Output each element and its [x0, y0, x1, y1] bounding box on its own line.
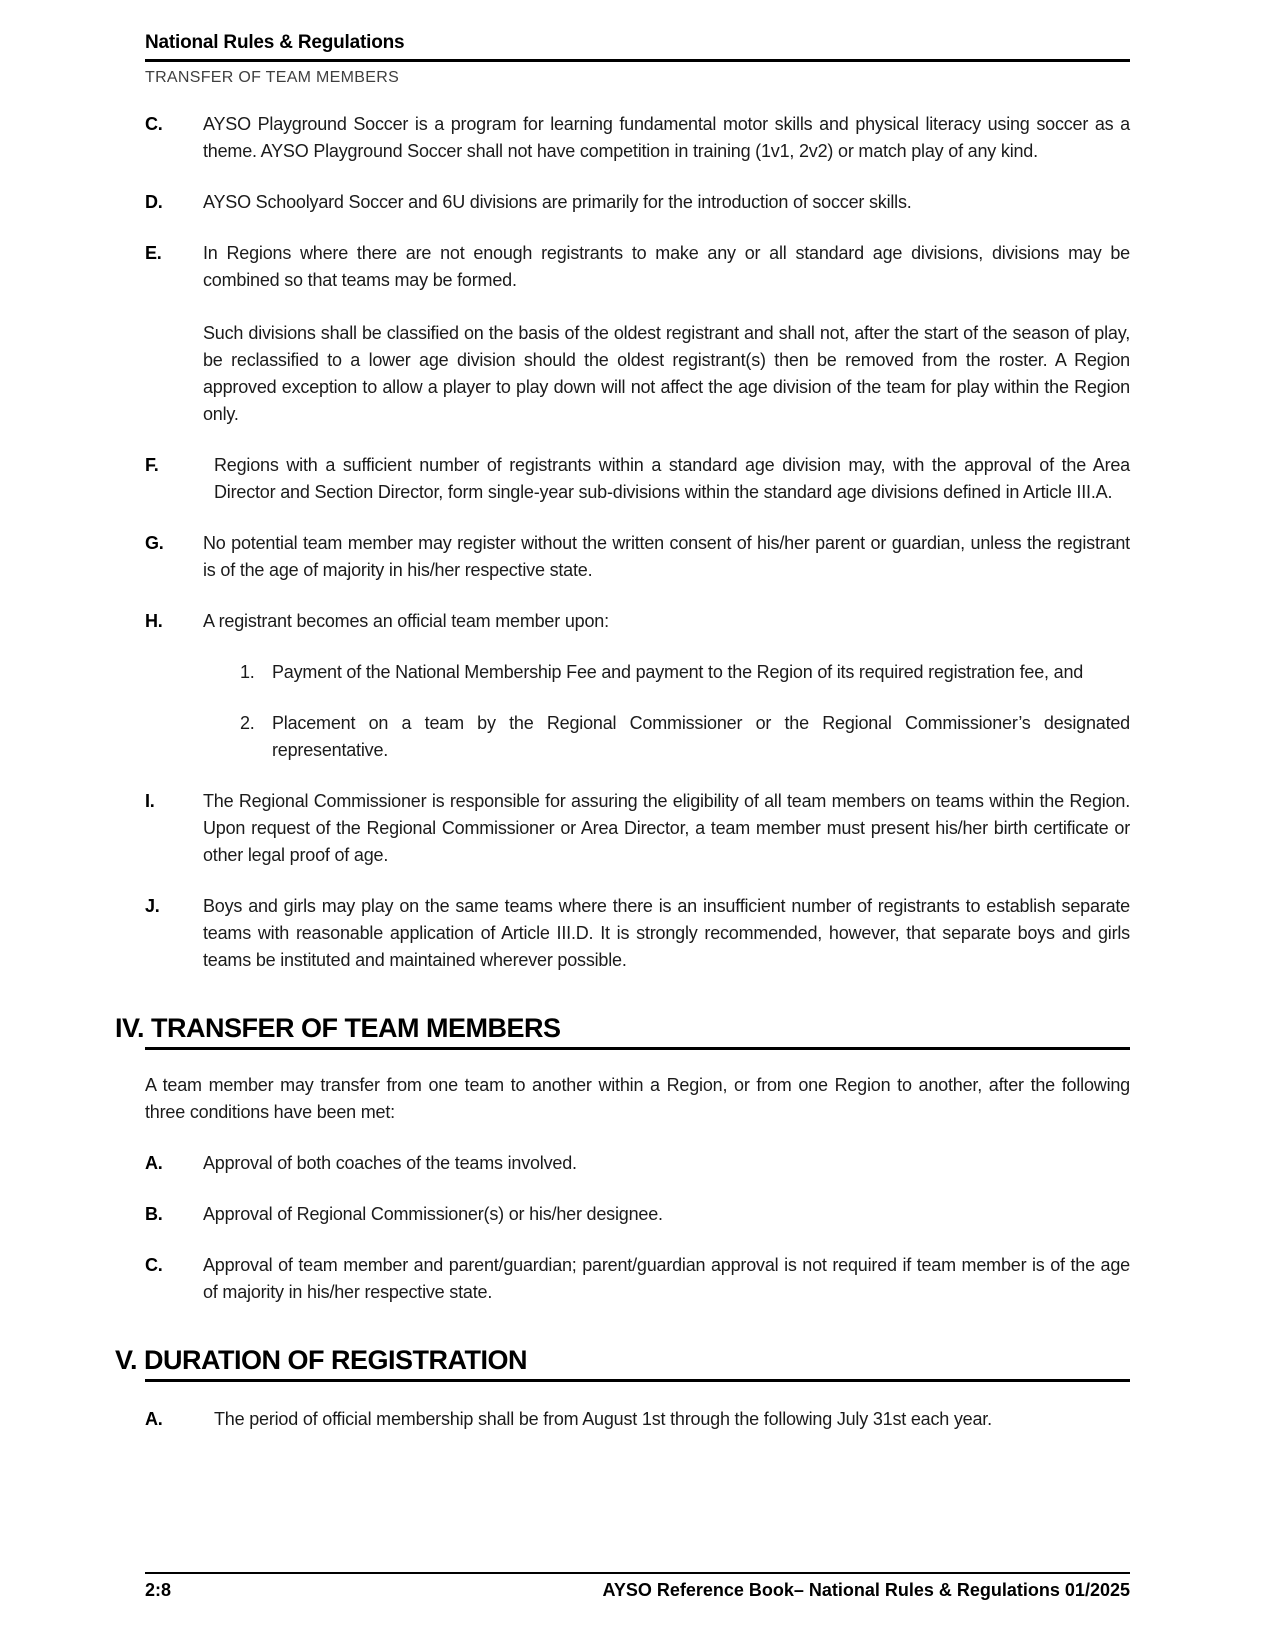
- list-item-g: [145, 530, 1130, 584]
- item-label: G.: [145, 533, 164, 553]
- item-label: B.: [145, 1204, 163, 1224]
- item-label: A.: [145, 1153, 163, 1173]
- subitem-label: 2.: [240, 713, 255, 733]
- item-label: H.: [145, 611, 163, 631]
- item-label: E.: [145, 243, 162, 263]
- footer-rule: [145, 1572, 1130, 1574]
- section-v-rule: [145, 1379, 1130, 1382]
- list-item-c: [145, 111, 1130, 165]
- list-item-i: [145, 788, 1130, 869]
- item-label: A.: [145, 1409, 163, 1429]
- item-text: AYSO Schoolyard Soccer and 6U divisions are primarily for the introduction of soccer skills.: [203, 192, 912, 212]
- item-text: AYSO Playground Soccer is a program for learning fundamental motor skills and physical literacy using soccer as a theme. AYSO Playground Soccer shall not have competition in training (1v1, 2v2) or match play of any kind.: [203, 114, 1130, 161]
- section-v-heading: V. DURATION OF REGISTRATION: [115, 1345, 528, 1375]
- document-body: [115, 111, 1130, 1433]
- item-text: Approval of both coaches of the teams involved.: [203, 1153, 577, 1173]
- subitem-label: 1.: [240, 662, 255, 682]
- header-title: National Rules & Regulations: [145, 32, 405, 53]
- list-subitem-h1: [240, 659, 1130, 686]
- item-text: A registrant becomes an official team member upon:: [203, 611, 609, 631]
- item-text: Approval of team member and parent/guardian; parent/guardian approval is not required if team member is of the age of majority in his/her respective state.: [203, 1255, 1130, 1302]
- list-item-h: [145, 608, 1130, 635]
- item-text: Such divisions shall be classified on the basis of the oldest registrant and shall not, after the start of the season of play, be reclassified to a lower age division should the oldest registrant(s) then be removed from the roster. A Region approved exception to allow a player to play down will not affect the age division of the team for play within the Region only.: [203, 323, 1130, 424]
- header-rule: [145, 59, 1130, 62]
- section-iv-heading: IV. TRANSFER OF TEAM MEMBERS: [115, 1013, 561, 1043]
- item-text: Boys and girls may play on the same teams where there is an insufficient number of registrants to establish separate teams with reasonable application of Article III.D. It is strongly recommended, however, that separate boys and girls teams be instituted and maintained wherever possible.: [203, 896, 1130, 970]
- section-iv-rule: [145, 1047, 1130, 1050]
- list-item-iv-c: [145, 1252, 1130, 1306]
- item-text: Approval of Regional Commissioner(s) or his/her designee.: [203, 1204, 663, 1224]
- list-item-v-a: [145, 1406, 1130, 1433]
- subitem-text: Payment of the National Membership Fee and payment to the Region of its required registration fee, and: [272, 662, 1084, 682]
- list-item-e: [145, 240, 1130, 294]
- footer-reference: AYSO Reference Book– National Rules & Regulations 01/2025: [602, 1580, 1130, 1600]
- page-header: [145, 32, 1130, 87]
- item-label: F.: [145, 455, 159, 475]
- item-label: I.: [145, 791, 155, 811]
- list-item-d: [145, 189, 1130, 216]
- list-item-iv-a: [145, 1150, 1130, 1177]
- item-text: The period of official membership shall be from August 1st through the following July 31st each year.: [214, 1409, 992, 1429]
- item-label: C.: [145, 114, 163, 134]
- item-text: In Regions where there are not enough registrants to make any or all standard age divisions, divisions may be combined so that teams may be formed.: [203, 243, 1130, 290]
- list-item-f: [145, 452, 1130, 506]
- item-label: C.: [145, 1255, 163, 1275]
- list-item-j: [145, 893, 1130, 974]
- item-text: No potential team member may register without the written consent of his/her parent or guardian, unless the registrant is of the age of majority in his/her respective state.: [203, 533, 1130, 580]
- page-footer: [145, 1572, 1130, 1601]
- list-subitem-h2: [240, 710, 1130, 764]
- list-item-e-continuation: [145, 320, 1130, 428]
- list-item-iv-b: [145, 1201, 1130, 1228]
- footer-page-number: 2:8: [145, 1580, 172, 1600]
- section-iv-intro: A team member may transfer from one team to another within a Region, or from one Region to another, after the following three conditions have been met:: [145, 1075, 1130, 1122]
- subitem-text: Placement on a team by the Regional Commissioner or the Regional Commissioner’s designated representative.: [272, 713, 1130, 760]
- item-text: The Regional Commissioner is responsible for assuring the eligibility of all team members on teams within the Region. Upon request of the Regional Commissioner or Area Director, a team member must present his/her birth certificate or other legal proof of age.: [203, 791, 1130, 865]
- item-label: J.: [145, 896, 160, 916]
- header-subtitle: TRANSFER OF TEAM MEMBERS: [145, 69, 400, 86]
- item-text: Regions with a sufficient number of registrants within a standard age division may, with the approval of the Area Director and Section Director, form single-year sub-divisions within the standard age divisions defined in Article III.A.: [214, 455, 1130, 502]
- item-label: D.: [145, 192, 163, 212]
